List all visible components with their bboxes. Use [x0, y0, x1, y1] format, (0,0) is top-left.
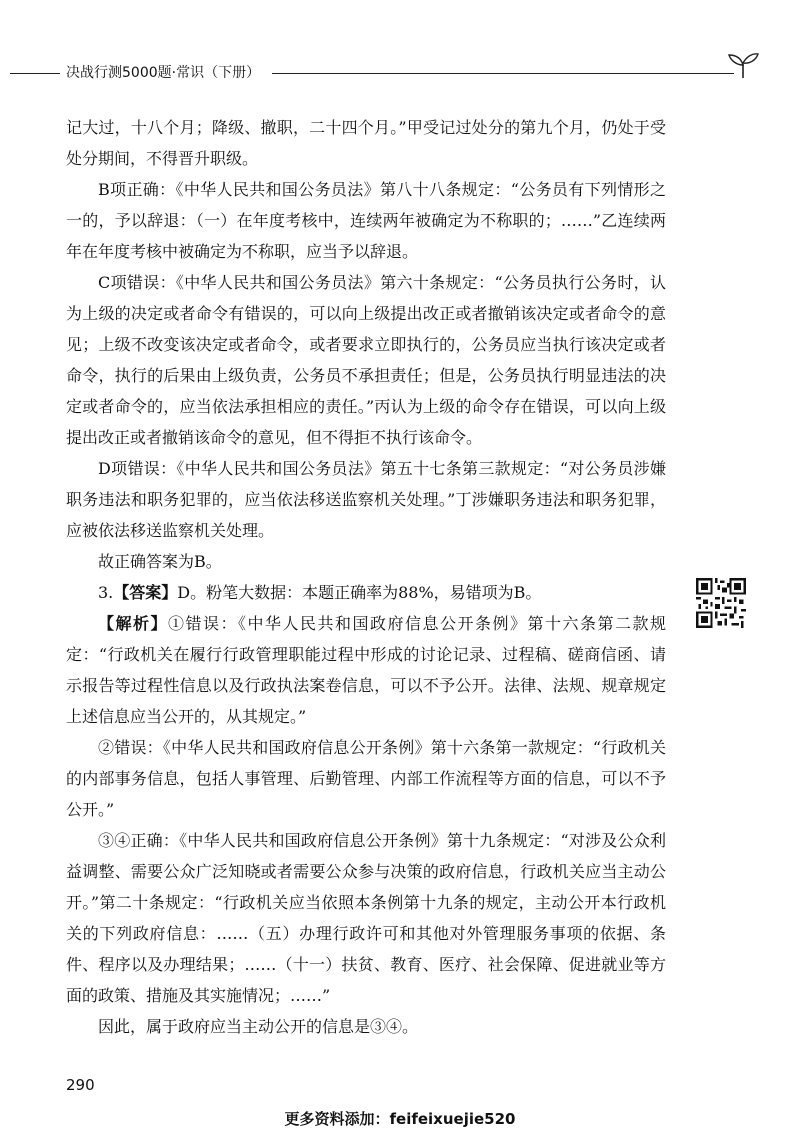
header-title: 决战行测5000题·常识（下册）	[66, 65, 261, 81]
running-header	[0, 58, 800, 88]
analysis-label: 【解析】	[98, 614, 168, 633]
paragraph: 故正确答案为B。	[98, 552, 222, 571]
analysis-paragraph	[66, 608, 666, 732]
header-rule-left	[10, 73, 60, 74]
paragraph: 记大过，十八个月；降级、撤职，二十四个月。”甲受记过处分的第九个月，仍处于受处分期间，不得晋升职级。	[66, 118, 666, 168]
paragraph: 因此，属于政府应当主动公开的信息是③④。	[98, 1017, 419, 1036]
qr-code-icon	[696, 578, 746, 628]
paragraph: ②错误：《中华人民共和国政府信息公开条例》第十六条第一款规定：“行政机关的内部事务信息，包括人事管理、后勤管理、内部工作流程等方面的信息，可以不予公开。”	[66, 738, 666, 819]
analysis-text: ①错误：《中华人民共和国政府信息公开条例》第十六条第二款规定：“行政机关在履行行政管理职能过程中形成的讨论记录、过程稿、磋商信函、请示报告等过程性信息以及行政执法案卷信息，可以不予公开。法律、法规、规章规定上述信息应当公开的，从其规定。”	[66, 614, 666, 726]
paragraph: D项错误：《中华人民共和国公务员法》第五十七条第三款规定：“对公务员涉嫌职务违法和职务犯罪的，应当依法移送监察机关处理。”丁涉嫌职务违法和职务犯罪，应被依法移送监察机关处理。	[66, 459, 666, 540]
footer-note: 更多资料添加：feifeixuejie520	[284, 1110, 516, 1128]
page-body	[66, 112, 666, 1042]
paragraph: C项错误：《中华人民共和国公务员法》第六十条规定：“公务员执行公务时，认为上级的决定或者命令有错误的，可以向上级提出改正或者撤销该决定或者命令的意见；上级不改变该决定或者命令，或者要求立即执行的，公务员应当执行该决定或者命令，执行的后果由上级负责，公务员不承担责任；但是，公务员执行明显违法的决定或者命令的，应当依法承担相应的责任。”丙认为上级的命令存在错误，可以向上级提出改正或者撤销该命令的意见，但不得拒不执行该命令。	[66, 273, 666, 447]
paragraph: ③④正确：《中华人民共和国政府信息公开条例》第十九条规定：“对涉及公众利益调整、需要公众广泛知晓或者需要公众参与决策的政府信息，行政机关应当主动公开。”第二十条规定：“行政机关应当依照本条例第十九条的规定，主动公开本行政机关的下列政府信息：……（五）办理行政许可和其他对外管理服务事项的依据、条件、程序以及办理结果；……（十一）扶贫、教育、医疗、社会保障、促进就业等方面的政策、措施及其实施情况；……”	[66, 831, 666, 1005]
answer-text: D。粉笔大数据：本题正确率为88%，易错项为B。	[177, 583, 542, 602]
header-rule-right	[272, 73, 734, 74]
paragraph: B项正确：《中华人民共和国公务员法》第八十八条规定：“公务员有下列情形之一的，予以辞退：（一）在年度考核中，连续两年被确定为不称职的；……”乙连续两年在年度考核中被确定为不称职，应当予以辞退。	[66, 180, 666, 261]
page-number: 290	[66, 1076, 95, 1094]
answer-paragraph	[66, 577, 666, 608]
answer-label: 【答案】	[113, 583, 178, 602]
question-number: 3.	[98, 583, 114, 602]
sprout-icon	[726, 50, 760, 80]
